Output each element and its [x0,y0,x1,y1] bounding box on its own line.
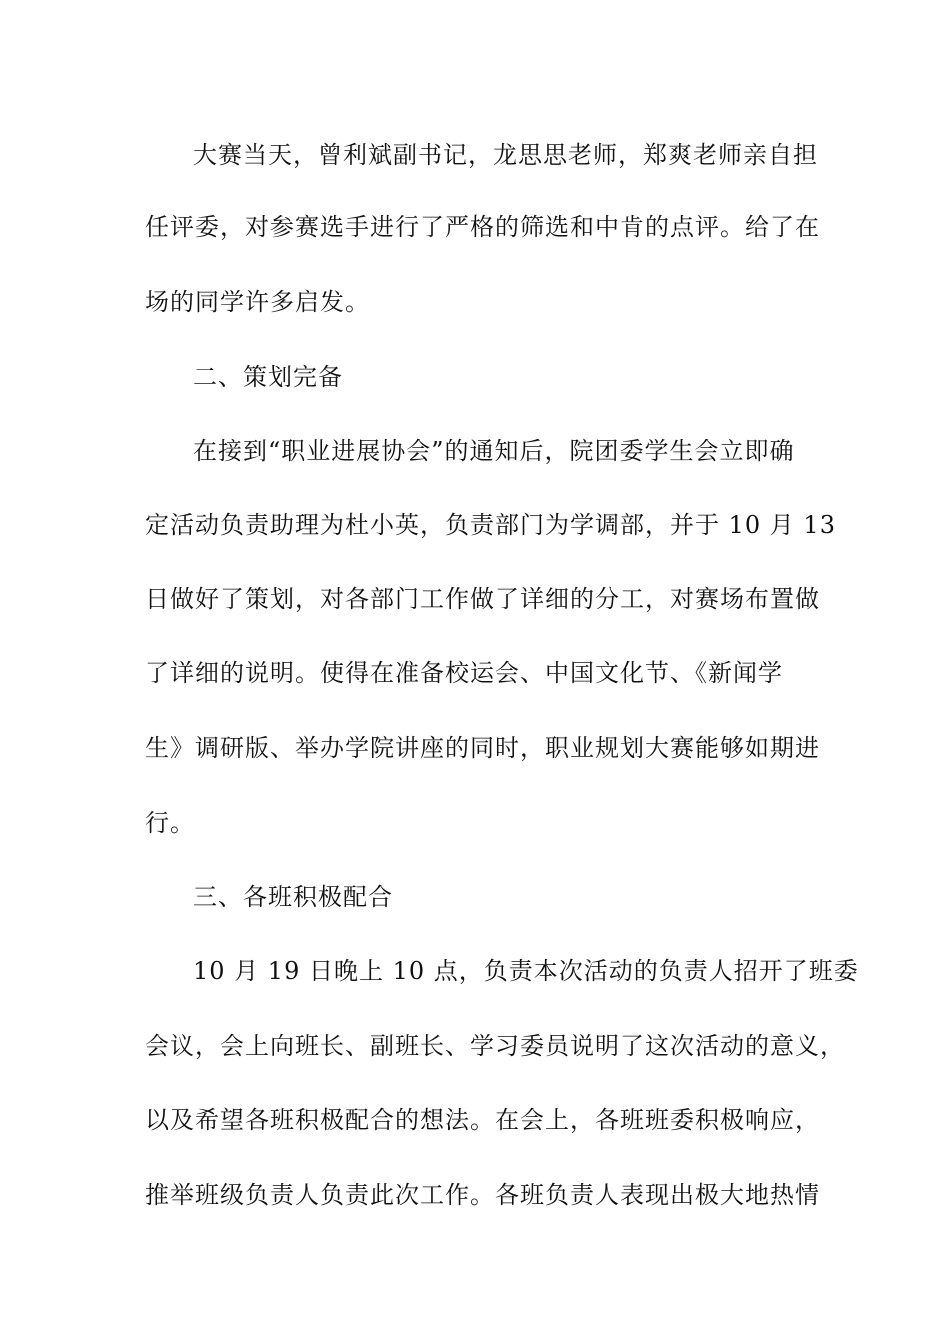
paragraph-line: 了详细的说明。使得在准备校运会、中国文化节、《新闻学 [145,659,783,687]
paragraph-line: 日做好了策划，对各部门工作做了详细的分工，对赛场布置做 [145,585,820,613]
paragraph-line: 10 月 19 日晚上 10 点，负责本次活动的负责人招开了班委 [193,957,859,985]
paragraph-line: 在接到“职业进展协会”的通知后，院团委学生会立即确 [193,437,795,465]
paragraph-line: 以及希望各班积极配合的想法。在会上，各班班委积极响应， [145,1106,820,1134]
paragraph-line: 定活动负责助理为杜小英，负责部门为学调部，并于 10 月 13 [145,511,836,539]
paragraph-line: 场的同学许多启发。 [145,288,370,316]
paragraph-line: 行。 [145,809,195,837]
paragraph-line: 会议，会上向班长、副班长、学习委员说明了这次活动的意义， [145,1032,845,1060]
paragraph-line: 生》调研版、举办学院讲座的同时，职业规划大赛能够如期进 [145,734,820,762]
paragraph-line: 大赛当天，曾利斌副书记，龙思思老师，郑爽老师亲自担 [193,141,818,169]
paragraph-line: 任评委，对参赛选手进行了严格的筛选和中肯的点评。给了在 [145,213,820,241]
section-heading: 二、策划完备 [193,363,343,391]
section-heading: 三、各班积极配合 [193,883,393,911]
paragraph-line: 推举班级负责人负责此次工作。各班负责人表现出极大地热情 [145,1181,820,1209]
